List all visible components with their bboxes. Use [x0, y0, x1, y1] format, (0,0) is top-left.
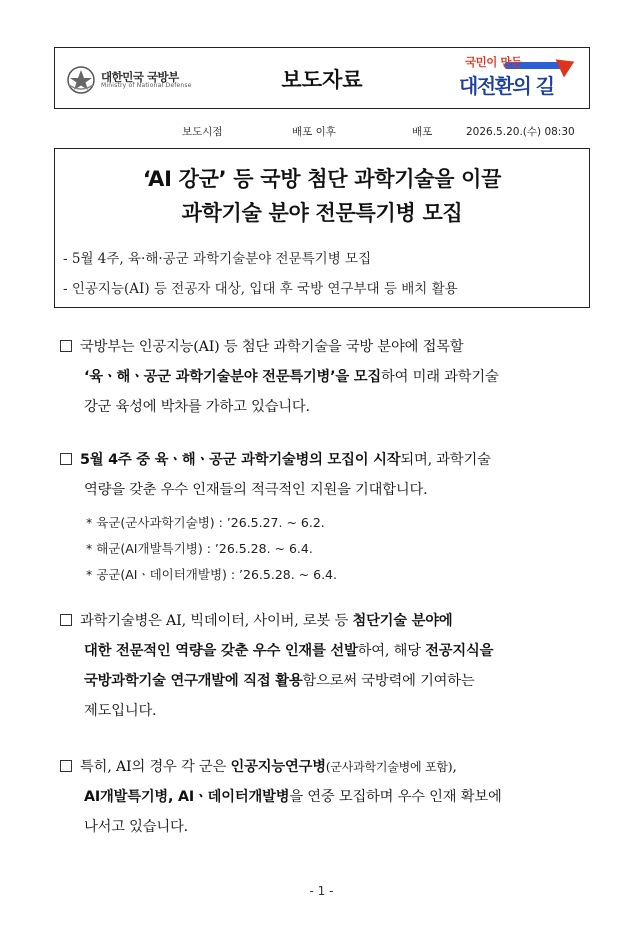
p1-line-2-rest: 하여 미래 과학기술 [381, 369, 499, 385]
slogan-logo [459, 53, 579, 105]
slogan-top-text: 국민이 만든 [465, 55, 522, 69]
p3-line-3-rest: 함으로써 국방력에 기여하는 [302, 673, 475, 689]
p3-line-2-rest: 하여, 해당 [357, 643, 426, 659]
p1-line-1: 국방부는 인공지능(AI) 등 첨단 과학기술을 국방 분야에 접목할 [80, 339, 464, 355]
release-time-label: 보도시점 [182, 126, 223, 138]
release-time-value: 배포 이후 [292, 126, 336, 138]
checkbox-bullet-icon [60, 614, 72, 626]
p3-line-4: 제도입니다. [84, 703, 157, 719]
checkbox-bullet-icon [60, 760, 72, 772]
schedule-airforce: * 공군(AIㆍ데이터개발병) : ’26.5.28. ~ 6.4. [86, 567, 337, 582]
release-date-value: 2026.5.20.(수) 08:30 [466, 126, 575, 138]
title-box [54, 148, 590, 308]
p3-line-1-bold: 첨단기술 분야에 [352, 613, 453, 629]
p1-line-3: 강군 육성에 박차를 가하고 있습니다. [84, 399, 310, 415]
p2-line-1-bold: 5월 4주 중 육ㆍ해ㆍ공군 과학기술병의 모집이 시작 [80, 452, 401, 468]
subheadline-2: - 인공지능(AI) 등 전공자 대상, 입대 후 국방 연구부대 등 배치 활용 [63, 281, 458, 297]
p2-line-2: 역량을 갖춘 우수 인재들의 적극적인 지원을 기대합니다. [84, 482, 428, 498]
p3-line-1: 과학기술병은 AI, 빅데이터, 사이버, 로봇 등 [80, 613, 353, 629]
p3-line-2-bold: 대한 전문적인 역량을 갖춘 우수 인재를 선발 [84, 643, 358, 659]
press-header [54, 47, 590, 109]
headline-line-2: 과학기술 분야 전문특기병 모집 [181, 201, 463, 225]
document-type: 보도자료 [281, 67, 363, 92]
p4-line-1: 특히, AI의 경우 각 군은 [80, 759, 231, 775]
checkbox-bullet-icon [60, 340, 72, 352]
p4-line-1-note: (군사과학기술병에 포함) [325, 760, 453, 774]
slogan-main-text: 대전환의 길 [459, 74, 554, 98]
release-info [0, 124, 643, 140]
p4-line-1-bold: 인공지능연구병 [230, 759, 326, 775]
schedule-navy: * 해군(AI개발특기병) : ’26.5.28. ~ 6.4. [86, 541, 313, 556]
p3-line-2-bold-2: 전공지식을 [425, 643, 494, 659]
ministry-name-en: Ministry of National Defense [101, 81, 192, 89]
headline-line-1: ‘AI 강군’ 등 국방 첨단 과학기술을 이끌 [142, 167, 502, 191]
p4-line-3: 나서고 있습니다. [84, 819, 188, 835]
p2-line-1-rest: 되며, 과학기술 [400, 452, 491, 468]
page-number: - 1 - [309, 884, 334, 898]
p3-line-3-bold: 국방과학기술 연구개발에 직접 활용 [84, 673, 303, 689]
schedule-army: * 육군(군사과학기술병) : ’26.5.27. ~ 6.2. [86, 515, 325, 530]
subheadline-1: - 5월 4주, 육·해·공군 과학기술분야 전문특기병 모집 [63, 251, 372, 267]
release-date-label: 배포 [412, 126, 433, 138]
ministry-name: 대한민국 국방부 [101, 69, 179, 84]
p4-line-1-end: , [452, 759, 457, 775]
p1-line-2-bold: ‘육ㆍ해ㆍ공군 과학기술분야 전문특기병’을 모집 [84, 369, 382, 385]
p4-line-2-bold: AI개발특기병, AIㆍ데이터개발병 [84, 789, 290, 805]
p4-line-2-rest: 을 연중 모집하며 우수 인재 확보에 [289, 789, 502, 805]
slogan-arrow-icon [556, 53, 579, 78]
checkbox-bullet-icon [60, 453, 72, 465]
